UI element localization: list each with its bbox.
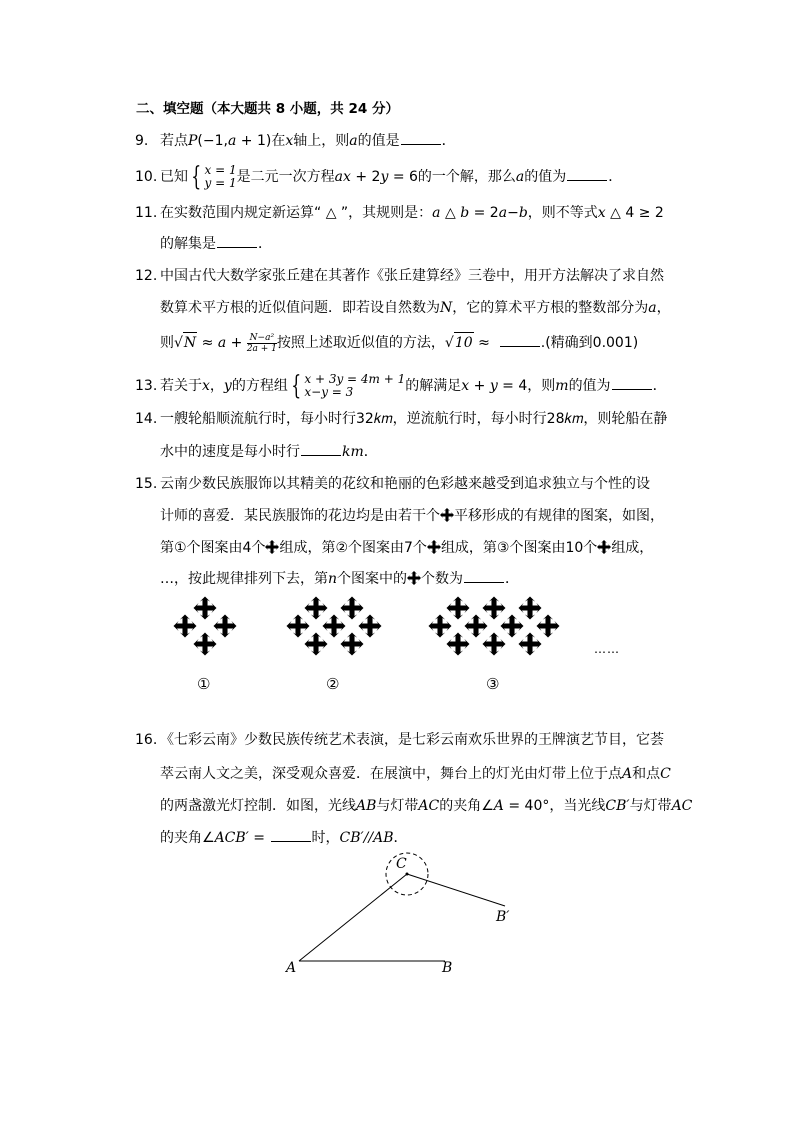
line-AC bbox=[299, 874, 407, 961]
question-16-line4: 的夹角∠ACB′ = 时，CB′//AB． bbox=[160, 827, 408, 848]
continuation-dots: …… bbox=[594, 642, 620, 656]
question-16-line2: 萃云南人文之美，深受观众喜爱．在展演中，舞台上的灯光由灯带上位于点A和点C bbox=[160, 766, 671, 782]
pattern-label-2: ② bbox=[326, 675, 340, 693]
question-number: 12. bbox=[135, 268, 158, 284]
label-Bprime: B′ bbox=[496, 909, 510, 925]
label-B: B bbox=[442, 960, 453, 976]
question-15-line4: …，按此规律排列下去，第n个图案中的 个数为 ． bbox=[160, 568, 519, 589]
question-11-line2: 的解集是 ． bbox=[160, 233, 272, 254]
question-12-line3: 则√N ≈ a + $\frac{\text{N−a²}}{2a + 1}$ 按照上述取近似值的方法，√10 ≈ .(精确到0.001) bbox=[160, 332, 639, 354]
question-number: 10. bbox=[135, 169, 158, 185]
question-16: 16. 《七彩云南》少数民族传统艺术表演，是七彩云南欢乐世界的王牌演艺节目，它荟 bbox=[135, 732, 664, 748]
pattern-label-1: ① bbox=[197, 675, 211, 693]
section-title: 二、填空题（本大题共 8 小题，共 24 分） bbox=[136, 101, 399, 117]
pattern-2 bbox=[287, 597, 382, 656]
question-number: 11. bbox=[135, 205, 158, 221]
label-C: C bbox=[396, 856, 407, 872]
question-number: 15. bbox=[135, 476, 158, 492]
question-number: 14. bbox=[135, 411, 158, 427]
question-16-line3: 的两盏激光灯控制．如图，光线AB与灯带AC的夹角∠A = 40°，当光线CB′与灯带AC bbox=[160, 798, 693, 814]
equation-system: { x + 3y = 4m + 1 x−y = 3 bbox=[291, 371, 406, 401]
question-14: 14. 一艘轮船顺流航行时，每小时行32𝑘𝑚，逆流航行时，每小时行28𝑘𝑚，则轮船在静 bbox=[135, 411, 668, 427]
question-number: 13. bbox=[135, 378, 158, 394]
pattern-label-3: ③ bbox=[486, 675, 500, 693]
question-12-line2: 数算术平方根的近似值问题．即若设自然数为N，它的算术平方根的整数部分为a， bbox=[160, 300, 671, 316]
question-number: 16. bbox=[135, 732, 158, 748]
answer-blank[interactable] bbox=[271, 827, 311, 842]
question-15-line3: 第①个图案由4个 组成，第②个图案由7个 组成，第③个图案由10个 组成， bbox=[160, 540, 654, 556]
question-number: 9. bbox=[135, 133, 149, 149]
equation-system: { x = 1 y = 1 bbox=[191, 162, 237, 192]
pattern-3 bbox=[429, 597, 560, 656]
fraction: $\frac{\text{N−a²}}{2a + 1}$ bbox=[246, 332, 277, 354]
pattern-1 bbox=[174, 597, 237, 656]
question-10: 10. 已知 { x = 1 y = 1 是二元一次方程ax + 2y = 6的一个解，那么a的值为 ． bbox=[135, 162, 623, 192]
question-15: 15. 云南少数民族服饰以其精美的花纹和艳丽的色彩越来越受到追求独立与个性的设 bbox=[135, 476, 650, 492]
question-11: 11. 在实数范围内规定新运算“ △ ”，其规则是：a △ b = 2a−b，则不等式x △ 4 ≥ 2 bbox=[135, 205, 664, 221]
point-C bbox=[406, 873, 409, 876]
question-14-line2: 水中的速度是每小时行 km． bbox=[160, 441, 378, 462]
line-CBprime bbox=[407, 874, 505, 906]
question-12: 12. 中国古代大数学家张丘建在其著作《张丘建算经》三卷中，用开方法解决了求自然 bbox=[135, 268, 664, 284]
question-15-line2: 计师的喜爱．某民族服饰的花边均是由若干个 平移形成的有规律的图案，如图， bbox=[160, 508, 664, 524]
question-13: 13. 若关于x，y的方程组 { x + 3y = 4m + 1 x−y = 3 的解满足x + y = 4，则m的值为 ． bbox=[135, 371, 667, 401]
label-A: A bbox=[286, 960, 297, 976]
question-9: 9. 若点P(−1,a + 1)在x轴上，则a的值是 ． bbox=[135, 130, 456, 151]
